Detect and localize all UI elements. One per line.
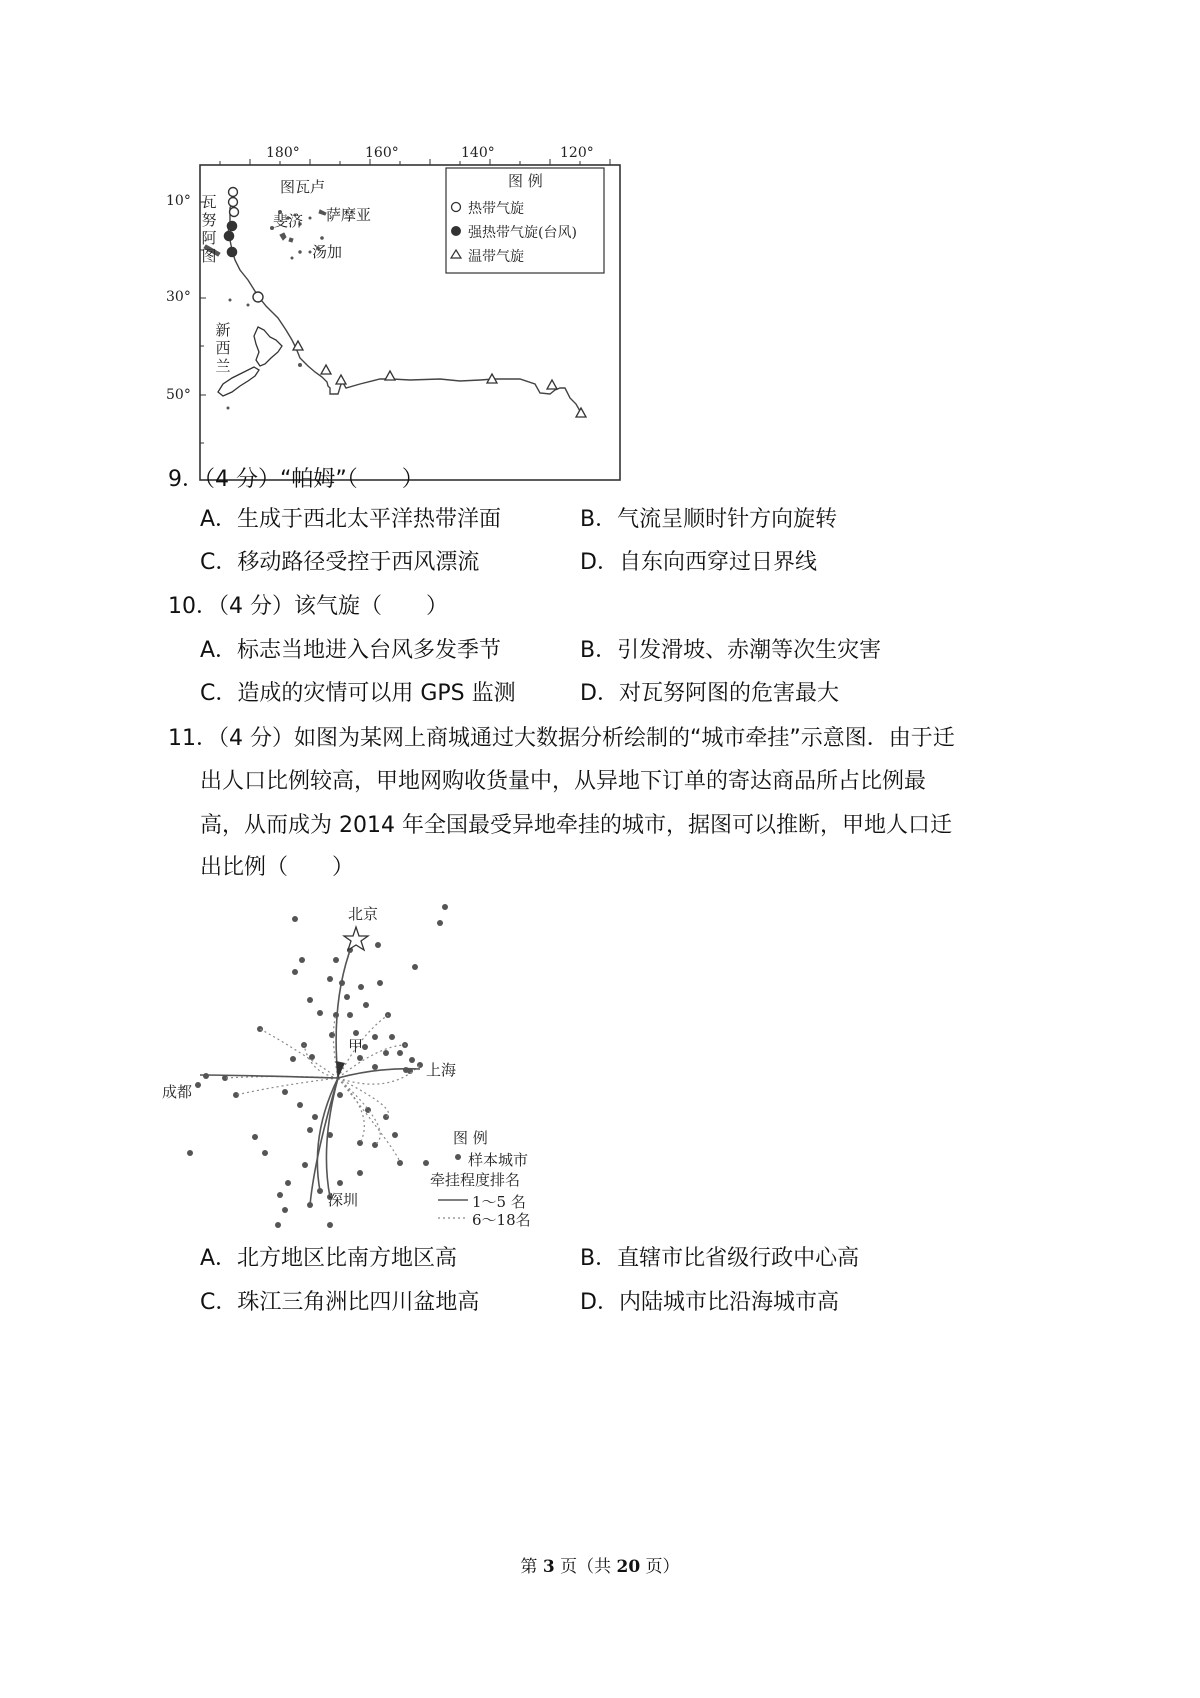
city-concern-map: [160, 895, 580, 1235]
legend-extratropical-cyclone: 温带气旋: [468, 249, 524, 265]
map2-legend-rank-title: 牵挂程度排名: [430, 1171, 521, 1189]
question-11-line-3: 高，从而成为 2014 年全国最受异地牵挂的城市，据图可以推断，甲地人口迁: [200, 813, 952, 838]
q10-option-c[interactable]: C．造成的灾情可以用 GPS 监测: [200, 681, 516, 706]
lat-label-10: 10°: [166, 193, 191, 209]
lon-label-120: 120°: [560, 145, 594, 161]
lat-label-30: 30°: [166, 289, 191, 305]
q11-option-c[interactable]: C．珠江三角洲比四川盆地高: [200, 1290, 480, 1315]
q9-option-c[interactable]: C．移动路径受控于西风漂流: [200, 550, 480, 575]
legend-tropical-cyclone: 热带气旋: [468, 201, 524, 217]
question-10-stem: 10．（4 分）该气旋（ ）: [168, 594, 448, 619]
footer-total-pages: 20: [616, 1557, 641, 1577]
lat-label-50: 50°: [166, 387, 191, 403]
city-shenzhen: 深圳: [328, 1191, 359, 1209]
q9-option-b[interactable]: B．气流呈顺时针方向旋转: [580, 507, 838, 532]
city-jia: 甲: [348, 1037, 364, 1055]
footer-page-number: 3: [542, 1557, 555, 1577]
question-11-line-2: 出人口比例较高，甲地网购收货量中，从异地下订单的寄达商品所占比例最: [200, 769, 927, 794]
lon-label-160: 160°: [365, 145, 399, 161]
q9-option-d[interactable]: D．自东向西穿过日界线: [580, 550, 817, 575]
lon-label-140: 140°: [461, 145, 495, 161]
place-new-zealand: 新西兰: [215, 321, 231, 375]
footer-prefix: 第: [520, 1557, 543, 1577]
map2-legend-rank-1-5: 1～5 名: [472, 1193, 526, 1211]
q11-option-b[interactable]: B．直辖市比省级行政中心高: [580, 1246, 860, 1271]
footer-suffix: 页）: [640, 1557, 680, 1577]
city-shanghai: 上海: [426, 1061, 457, 1079]
place-tonga: 汤加: [312, 243, 343, 261]
map2-legend-rank-6-18: 6～18名: [472, 1211, 531, 1229]
map2-legend-title: 图 例: [453, 1129, 488, 1147]
cyclone-map-svg: [160, 140, 640, 485]
map2-legend-sample-city: 样本城市: [468, 1151, 529, 1169]
question-9-stem: 9．（4 分）“帕姆”（ ）: [168, 467, 424, 492]
page-footer: [0, 1552, 1200, 1577]
place-fiji: 斐济: [272, 212, 303, 230]
cyclone-track-map: [160, 140, 640, 485]
legend-strong-tropical-cyclone: 强热带气旋(台风): [468, 225, 577, 241]
city-chengdu: 成都: [162, 1083, 193, 1101]
place-vanuatu: 瓦努阿图: [201, 193, 217, 265]
question-11-line-4: 出比例（ ）: [200, 855, 355, 880]
footer-middle: 页（共: [554, 1557, 617, 1577]
lon-label-180: 180°: [266, 145, 300, 161]
q10-option-d[interactable]: D．对瓦努阿图的危害最大: [580, 681, 839, 706]
q10-option-b[interactable]: B．引发滑坡、赤潮等次生灾害: [580, 638, 882, 663]
q9-option-a[interactable]: A．生成于西北太平洋热带洋面: [200, 507, 502, 532]
place-samoa: 萨摩亚: [326, 206, 372, 224]
question-11-line-1: 11．（4 分）如图为某网上商城通过大数据分析绘制的“城市牵挂”示意图．由于迁: [168, 726, 955, 751]
q11-option-d[interactable]: D．内陆城市比沿海城市高: [580, 1290, 839, 1315]
q10-option-a[interactable]: A．标志当地进入台风多发季节: [200, 638, 502, 663]
map1-legend-title: 图 例: [508, 172, 543, 190]
place-tuvalu: 图瓦卢: [280, 178, 326, 196]
city-beijing: 北京: [348, 905, 379, 923]
q11-option-a[interactable]: A．北方地区比南方地区高: [200, 1246, 458, 1271]
